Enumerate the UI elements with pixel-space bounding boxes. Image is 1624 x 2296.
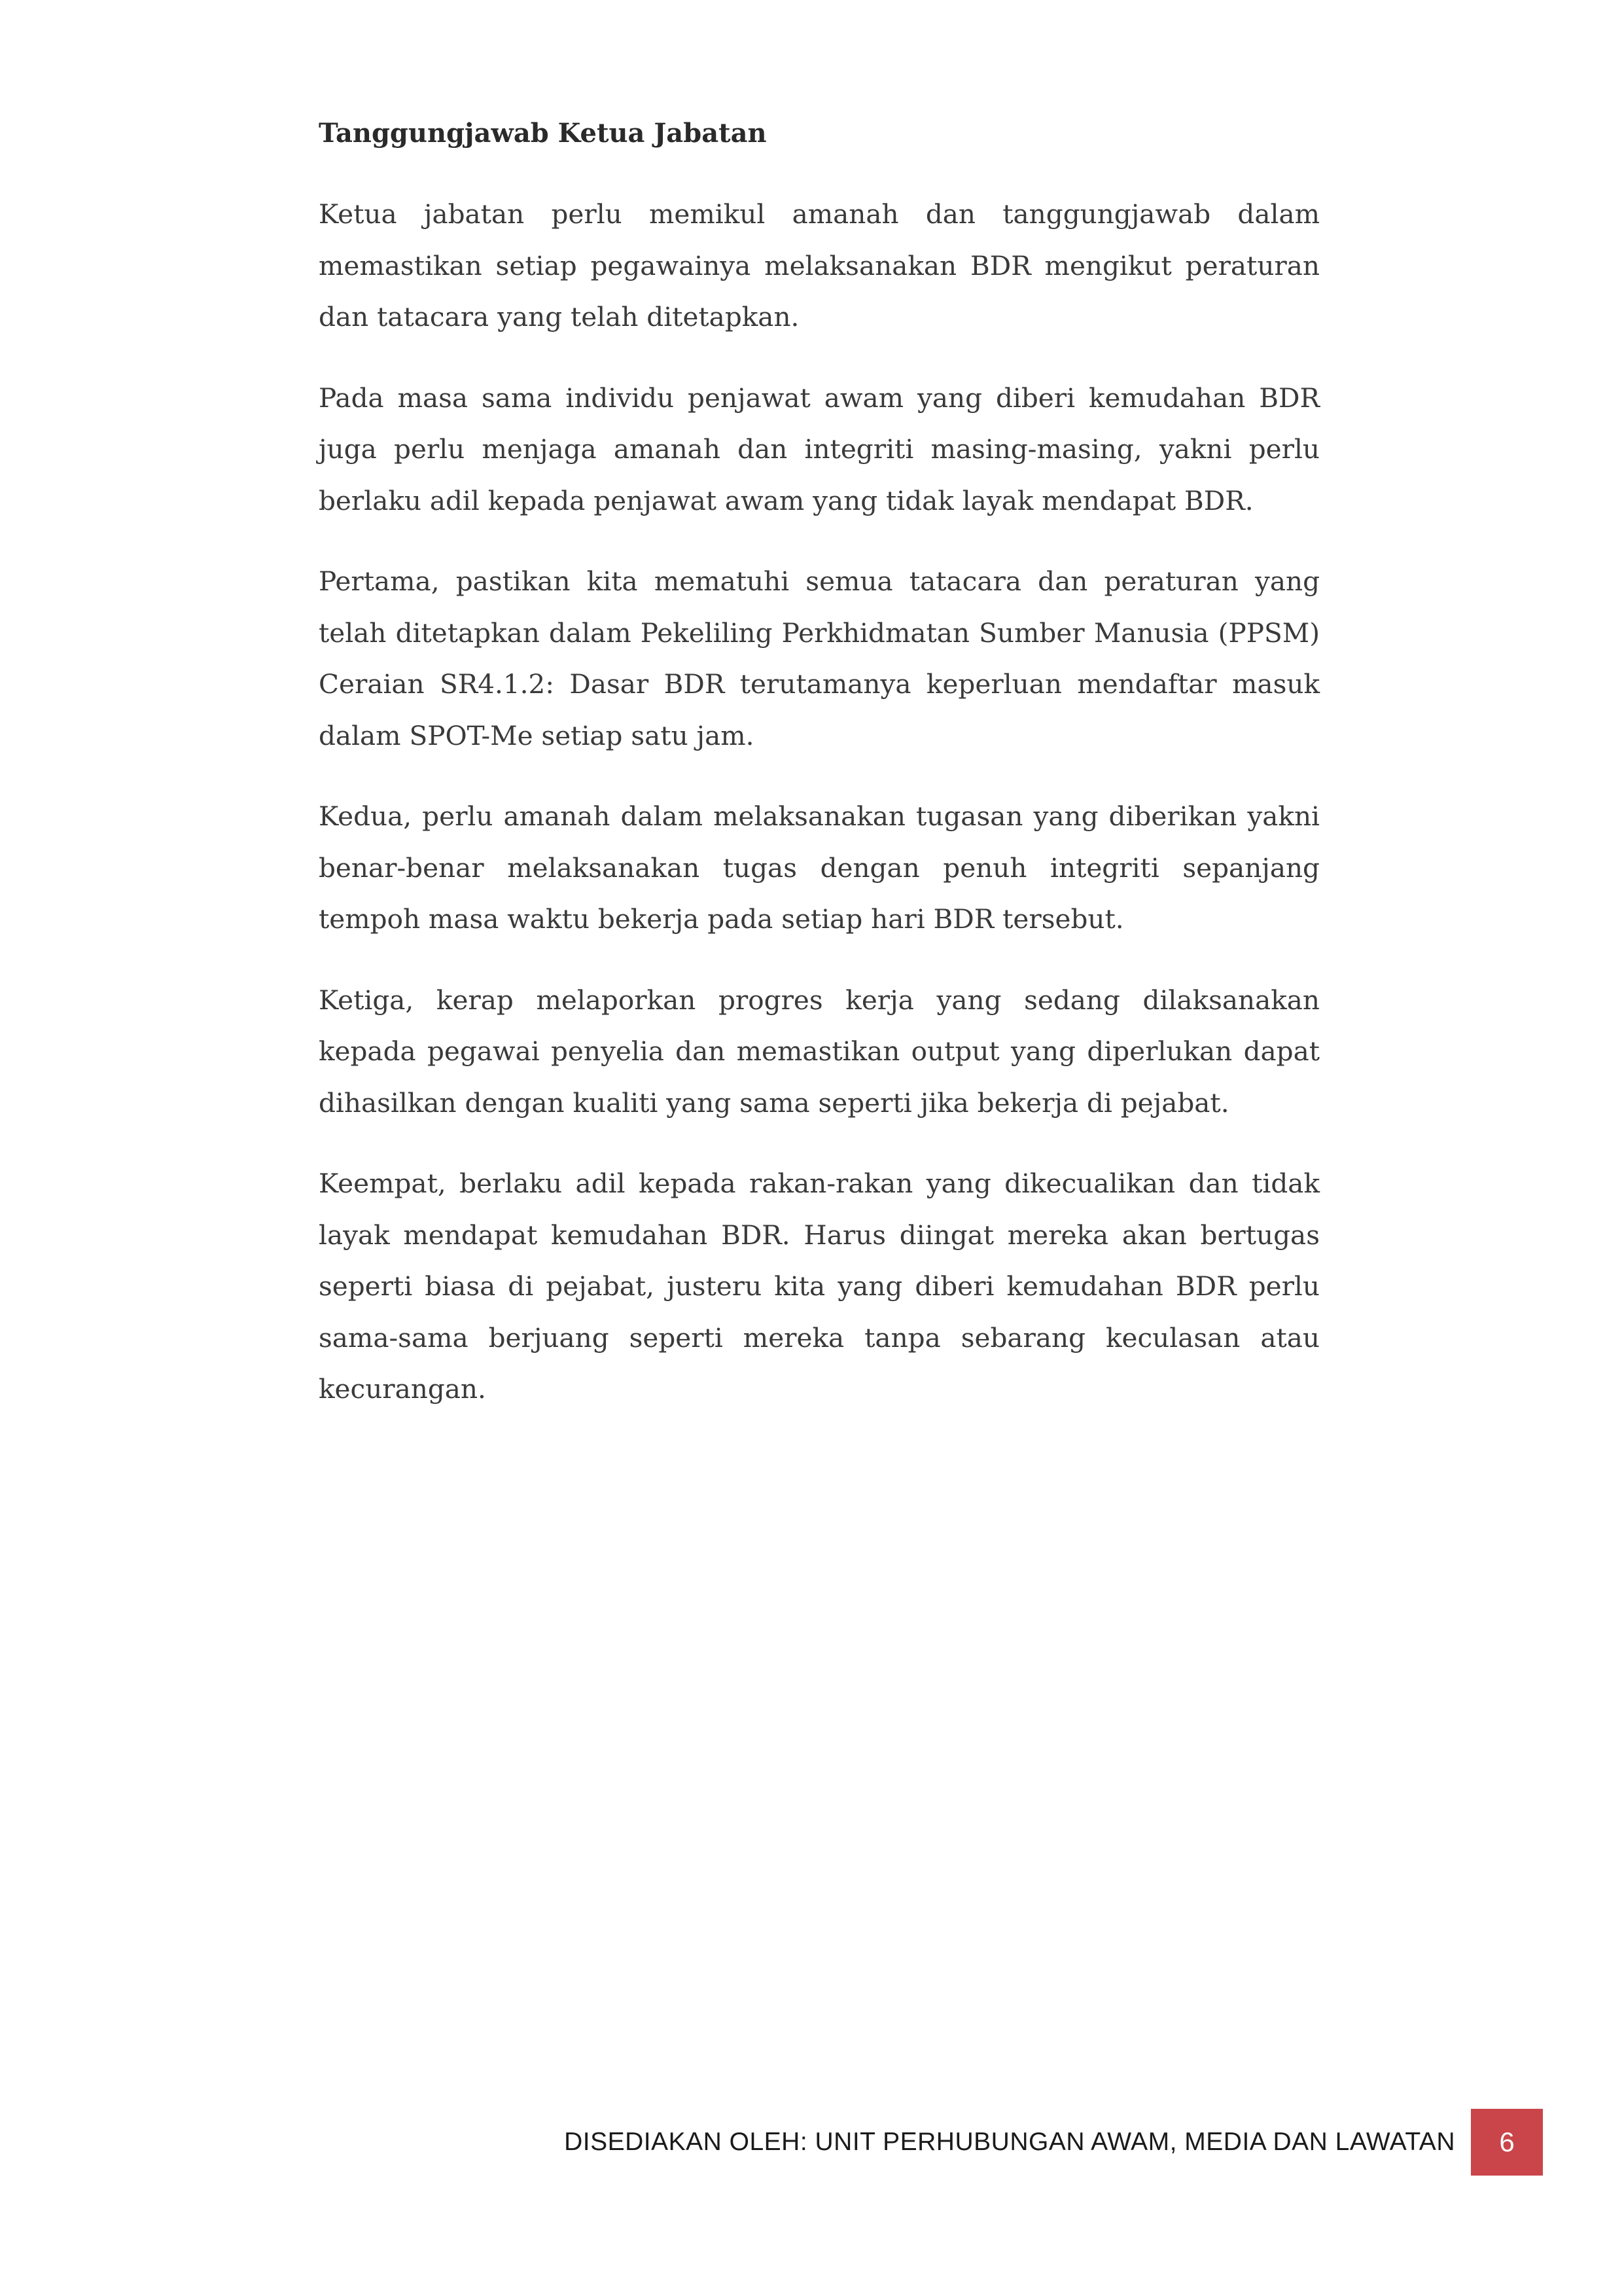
page-number-badge: 6 xyxy=(1471,2109,1543,2176)
paragraph-4: Kedua, perlu amanah dalam melaksanakan tugasan yang diberikan yakni benar-benar melaksanakan tugas dengan penuh integriti sepanjang tempoh masa waktu bekerja pada setiap hari BDR tersebut. xyxy=(319,800,1320,935)
paragraph-3: Pertama, pastikan kita mematuhi semua tatacara dan peraturan yang telah ditetapkan dalam Pekeliling Perkhidmatan Sumber Manusia (PPSM) Ceraian SR4.1.2: Dasar BDR terutamanya keperluan mendaftar masuk dalam SPOT-Me setiap satu jam. xyxy=(319,565,1320,751)
footer-prepared-by: DISEDIAKAN OLEH: UNIT PERHUBUNGAN AWAM, MEDIA DAN LAWATAN xyxy=(564,2128,1455,2156)
paragraph-1: Ketua jabatan perlu memikul amanah dan tanggungjawab dalam memastikan setiap pegawainya melaksanakan BDR mengikut peraturan dan tatacara yang telah ditetapkan. xyxy=(319,198,1320,332)
section-heading: Tanggungjawab Ketua Jabatan xyxy=(319,118,767,149)
paragraph-5: Ketiga, kerap melaporkan progres kerja yang sedang dilaksanakan kepada pegawai penyelia dan memastikan output yang diperlukan dapat dihasilkan dengan kualiti yang sama seperti jika bekerja di pejabat. xyxy=(319,984,1320,1119)
page-footer xyxy=(564,2109,1543,2176)
document-body xyxy=(319,105,1320,1444)
paragraph-2: Pada masa sama individu penjawat awam yang diberi kemudahan BDR juga perlu menjaga amanah dan integriti masing-masing, yakni perlu berlaku adil kepada penjawat awam yang tidak layak mendapat BDR. xyxy=(319,382,1320,516)
paragraph-6: Keempat, berlaku adil kepada rakan-rakan yang dikecualikan dan tidak layak mendapat kemudahan BDR. Harus diingat mereka akan bertugas seperti biasa di pejabat, justeru kita yang diberi kemudahan BDR perlu sama-sama berjuang seperti mereka tanpa sebarang keculasan atau kecurangan. xyxy=(319,1168,1320,1405)
